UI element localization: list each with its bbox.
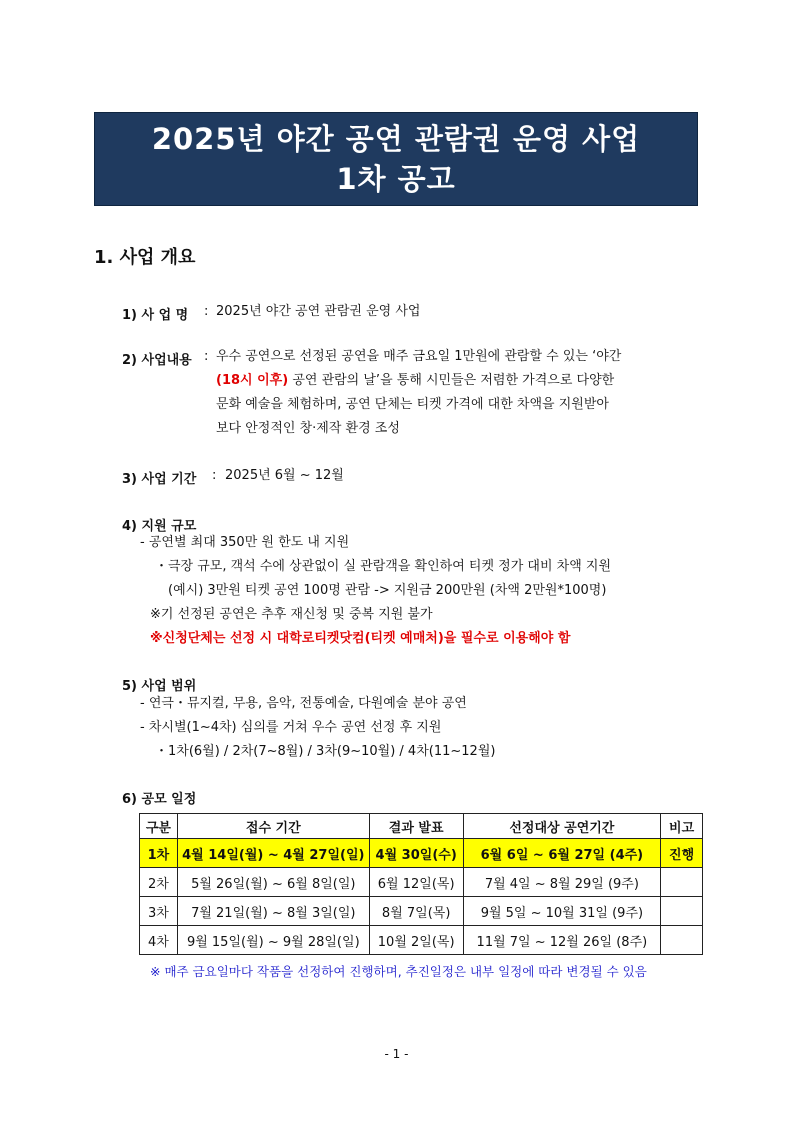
- table-cell: 4월 30일(수): [369, 839, 463, 868]
- page-number: - 1 -: [384, 1047, 409, 1061]
- section-heading: 1. 사업 개요: [94, 247, 196, 268]
- table-cell: 9월 5일 ~ 10월 31일 (9주): [463, 897, 661, 926]
- title-banner: [94, 112, 698, 206]
- schedule-table: [139, 813, 703, 955]
- table-cell: 진행: [661, 839, 703, 868]
- item4-line5: ※신청단체는 선정 시 대학로티켓닷컴(티켓 예매처)을 필수로 이용해야 함: [150, 631, 571, 646]
- item4-line2: ・극장 규모, 객석 수에 상관없이 실 관람객을 확인하여 티켓 정가 대비 차액 지원: [155, 559, 612, 574]
- item3-label: 3) 사업 기간: [122, 472, 197, 487]
- item1-value: 2025년 야간 공연 관람권 운영 사업: [216, 304, 421, 319]
- table-cell: 2차: [140, 868, 178, 897]
- table-cell: [661, 926, 703, 955]
- item1-colon: :: [204, 304, 209, 319]
- item2-label: 2) 사업내용: [122, 353, 192, 368]
- table-row: [140, 839, 703, 868]
- table-cell: 3차: [140, 897, 178, 926]
- item4-line1: - 공연별 최대 350만 원 한도 내 지원: [140, 535, 350, 550]
- table-row: [140, 926, 703, 955]
- table-cell: 7월 4일 ~ 8월 29일 (9주): [463, 868, 661, 897]
- table-cell: 4차: [140, 926, 178, 955]
- item2-line2-rest: 공연 관람의 날’을 통해 시민들은 저렴한 가격으로 다양한: [288, 373, 615, 388]
- table-cell: 8월 7일(목): [369, 897, 463, 926]
- table-cell: [661, 897, 703, 926]
- table-cell: 6월 6일 ~ 6월 27일 (4주): [463, 839, 661, 868]
- item2-colon: :: [204, 349, 209, 364]
- table-cell: 1차: [140, 839, 178, 868]
- item6-label: 6) 공모 일정: [122, 792, 197, 807]
- item5-line3: ・1차(6월) / 2차(7~8월) / 3차(9~10월) / 4차(11~12월): [155, 744, 496, 759]
- item3-colon: :: [212, 468, 217, 483]
- table-cell: 4월 14일(월) ~ 4월 27일(일): [177, 839, 369, 868]
- table-cell: 7월 21일(월) ~ 8월 3일(일): [177, 897, 369, 926]
- table-header: 비고: [661, 814, 703, 839]
- item2-line3: 문화 예술을 체험하며, 공연 단체는 티켓 가격에 대한 차액을 지원받아: [216, 397, 609, 412]
- item2-line1: 우수 공연으로 선정된 공연을 매주 금요일 1만원에 관람할 수 있는 ‘야간: [216, 349, 622, 364]
- table-header: 구분: [140, 814, 178, 839]
- table-header: 선정대상 공연기간: [463, 814, 661, 839]
- title-line-1: 2025년 야간 공연 관람권 운영 사업: [151, 122, 641, 156]
- item4-line4: ※기 선정된 공연은 추후 재신청 및 중복 지원 불가: [150, 607, 433, 622]
- table-cell: 6월 12일(목): [369, 868, 463, 897]
- title-line-2: 1차 공고: [336, 162, 456, 196]
- table-header-row: [140, 814, 703, 839]
- item2-line2: [216, 369, 614, 392]
- table-cell: 11월 7일 ~ 12월 26일 (8주): [463, 926, 661, 955]
- item1-label: 1) 사 업 명: [122, 308, 189, 323]
- table-cell: 10월 2일(목): [369, 926, 463, 955]
- table-row: [140, 868, 703, 897]
- item5-label: 5) 사업 범위: [122, 679, 197, 694]
- schedule-note: ※ 매주 금요일마다 작품을 선정하여 진행하며, 추진일정은 내부 일정에 따라 변경될 수 있음: [150, 964, 647, 979]
- table-cell: [661, 868, 703, 897]
- table-header: 결과 발표: [369, 814, 463, 839]
- item3-value: 2025년 6월 ~ 12월: [225, 468, 344, 483]
- item4-label: 4) 지원 규모: [122, 519, 197, 534]
- item2-line2-highlight: (18시 이후): [216, 373, 289, 388]
- table-cell: 5월 26일(월) ~ 6월 8일(일): [177, 868, 369, 897]
- item5-line1: - 연극・뮤지컬, 무용, 음악, 전통예술, 다원예술 분야 공연: [140, 696, 467, 711]
- item4-line3: (예시) 3만원 티켓 공연 100명 관람 -> 지원금 200만원 (차액 2만원*100명): [168, 583, 607, 598]
- table-cell: 9월 15일(월) ~ 9월 28일(일): [177, 926, 369, 955]
- table-row: [140, 897, 703, 926]
- item5-line2: - 차시별(1~4차) 심의를 거쳐 우수 공연 선정 후 지원: [140, 720, 442, 735]
- item2-line4: 보다 안정적인 창·제작 환경 조성: [216, 421, 400, 436]
- table-header: 접수 기간: [177, 814, 369, 839]
